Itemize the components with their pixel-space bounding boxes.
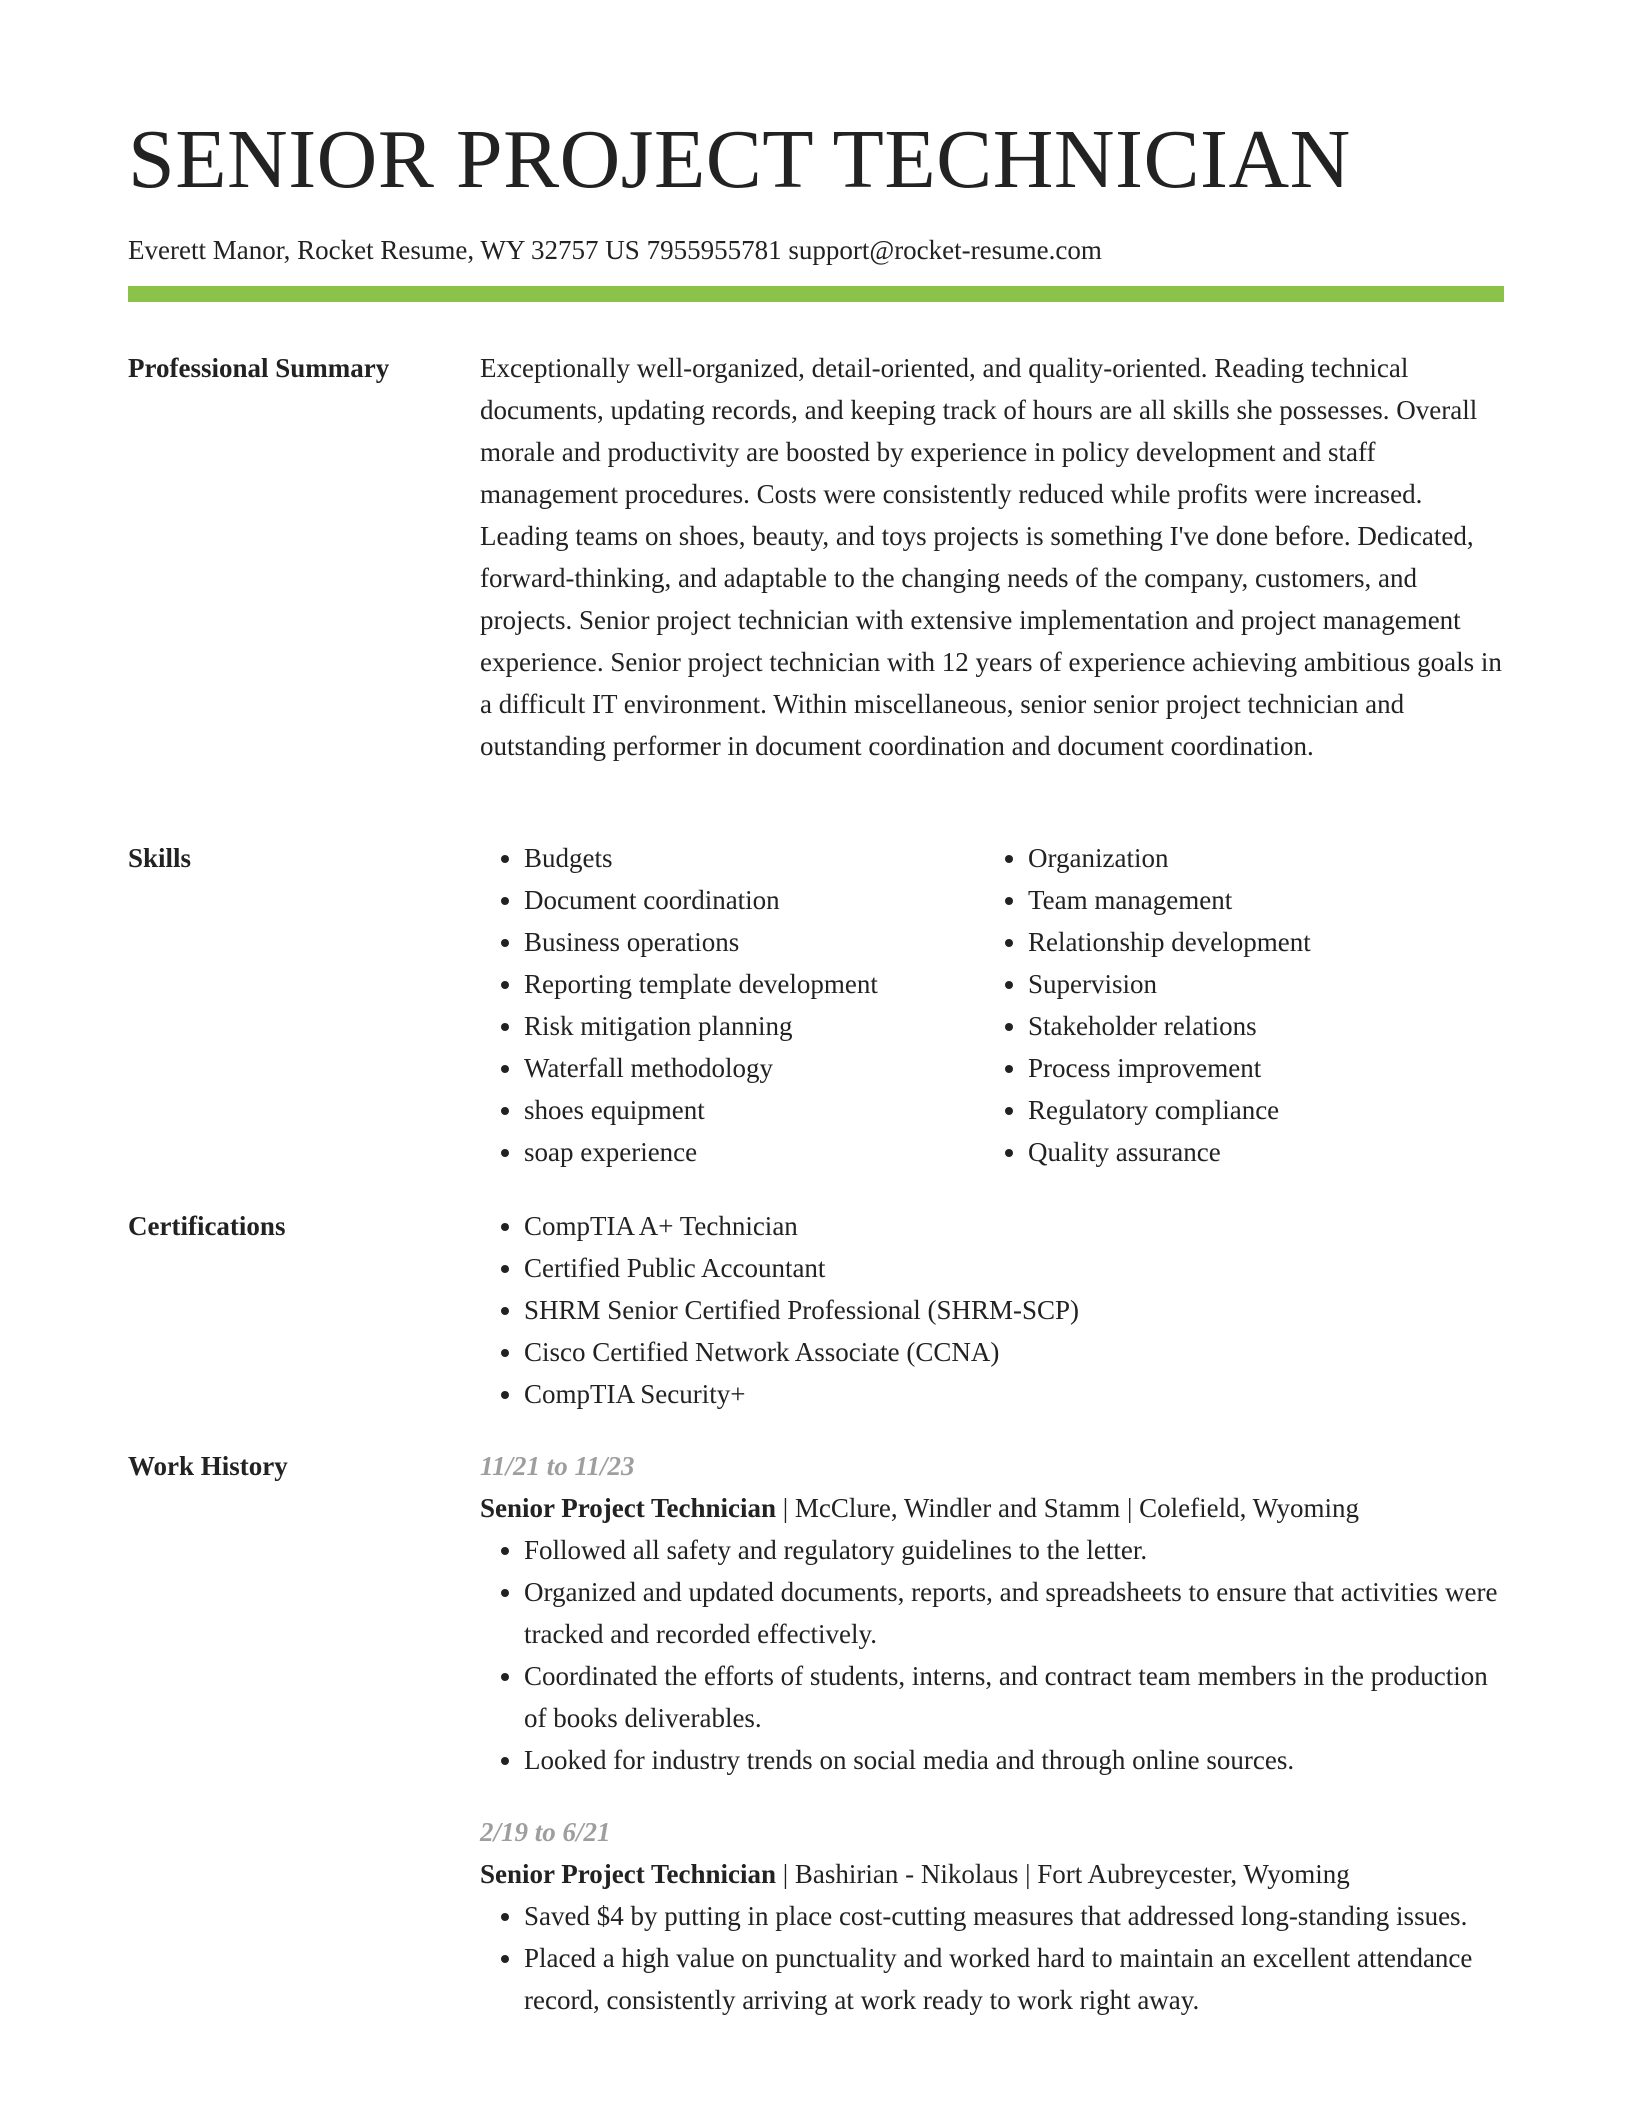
skill-item: • Stakeholder relations — [1028, 1005, 1532, 1047]
summary-heading: Professional Summary — [128, 353, 390, 383]
certification-item: • CompTIA Security+ — [524, 1373, 1504, 1415]
summary-text: Exceptionally well-organized, detail-oriented, and quality-oriented. Reading technical documents, updating records, and keeping track of hours are all skills she possesses. Overall morale and productivity are boosted by experience in policy development and staff management procedures. Costs were consistently reduced while profits were increased. Leading teams on shoes, beauty, and toys projects is something I've done before. Dedicated, forward-thinking, and adaptable to the changing needs of the company, customers, and projects. Senior project technician with extensive implementation and project management experience. Senior project technician with 12 years of experience achieving ambitious goals in a difficult IT environment. Within miscellaneous, senior senior project technician and outstanding performer in document coordination and document coordination. — [480, 353, 1502, 761]
skill-item: • Business operations — [524, 921, 1028, 963]
job-bullet: • Organized and updated documents, reports, and spreadsheets to ensure that activities were tracked and recorded effectively. — [524, 1571, 1504, 1655]
certifications-body — [480, 1205, 1504, 1415]
job-bullet: • Saved $4 by putting in place cost-cutting measures that addressed long-standing issues. — [524, 1895, 1504, 1937]
work-history-heading: Work History — [128, 1451, 288, 1481]
job-details: | Bashirian - Nikolaus | Fort Aubreycester, Wyoming — [776, 1859, 1350, 1889]
skill-item: • Process improvement — [1028, 1047, 1532, 1089]
job-entry — [480, 1445, 1504, 1781]
contact-line: Everett Manor, Rocket Resume, WY 32757 US 7955955781 support@rocket-resume.com — [128, 235, 1102, 265]
certification-item: • Certified Public Accountant — [524, 1247, 1504, 1289]
job-details: | McClure, Windler and Stamm | Colefield, Wyoming — [776, 1493, 1360, 1523]
skill-item: • Waterfall methodology — [524, 1047, 1028, 1089]
certification-item: • CompTIA A+ Technician — [524, 1205, 1504, 1247]
job-title: Senior Project Technician — [480, 1859, 776, 1889]
skills-heading: Skills — [128, 843, 192, 873]
certification-item: • Cisco Certified Network Associate (CCNA) — [524, 1331, 1504, 1373]
job-bullets — [480, 1895, 1504, 2021]
skill-item: • shoes equipment — [524, 1089, 1028, 1131]
job-dates: 2/19 to 6/21 — [480, 1817, 611, 1847]
skill-item: • soap experience — [524, 1131, 1028, 1173]
job-bullet: • Followed all safety and regulatory guidelines to the letter. — [524, 1529, 1504, 1571]
certifications-heading: Certifications — [128, 1211, 286, 1241]
skill-item: • Reporting template development — [524, 963, 1028, 1005]
job-heading — [480, 1853, 1504, 1895]
job-heading — [480, 1487, 1504, 1529]
skill-item: • Quality assurance — [1028, 1131, 1532, 1173]
resume-title: SENIOR PROJECT TECHNICIAN — [128, 113, 1351, 206]
skill-item: • Supervision — [1028, 963, 1532, 1005]
job-bullet: • Placed a high value on punctuality and worked hard to maintain an excellent attendance record, consistently arriving at work ready to work right away. — [524, 1937, 1504, 2021]
skill-item: • Organization — [1028, 837, 1532, 879]
skill-item: • Relationship development — [1028, 921, 1532, 963]
skill-item: • Risk mitigation planning — [524, 1005, 1028, 1047]
skill-item: • Budgets — [524, 837, 1028, 879]
job-entry — [480, 1811, 1504, 2021]
skills-list-right — [984, 837, 1532, 1173]
skill-item: • Team management — [1028, 879, 1532, 921]
certifications-list — [480, 1205, 1504, 1415]
certification-item: • SHRM Senior Certified Professional (SHRM-SCP) — [524, 1289, 1504, 1331]
work-history-body — [480, 1445, 1504, 2021]
skill-item: • Regulatory compliance — [1028, 1089, 1532, 1131]
job-title: Senior Project Technician — [480, 1493, 776, 1523]
skill-item: • Document coordination — [524, 879, 1028, 921]
skills-list-left — [480, 837, 1028, 1173]
accent-divider — [128, 286, 1504, 302]
job-bullet: • Coordinated the efforts of students, interns, and contract team members in the production of books deliverables. — [524, 1655, 1504, 1739]
job-bullet: • Looked for industry trends on social media and through online sources. — [524, 1739, 1504, 1781]
summary-body — [480, 347, 1504, 767]
job-bullets — [480, 1529, 1504, 1781]
job-dates: 11/21 to 11/23 — [480, 1451, 635, 1481]
